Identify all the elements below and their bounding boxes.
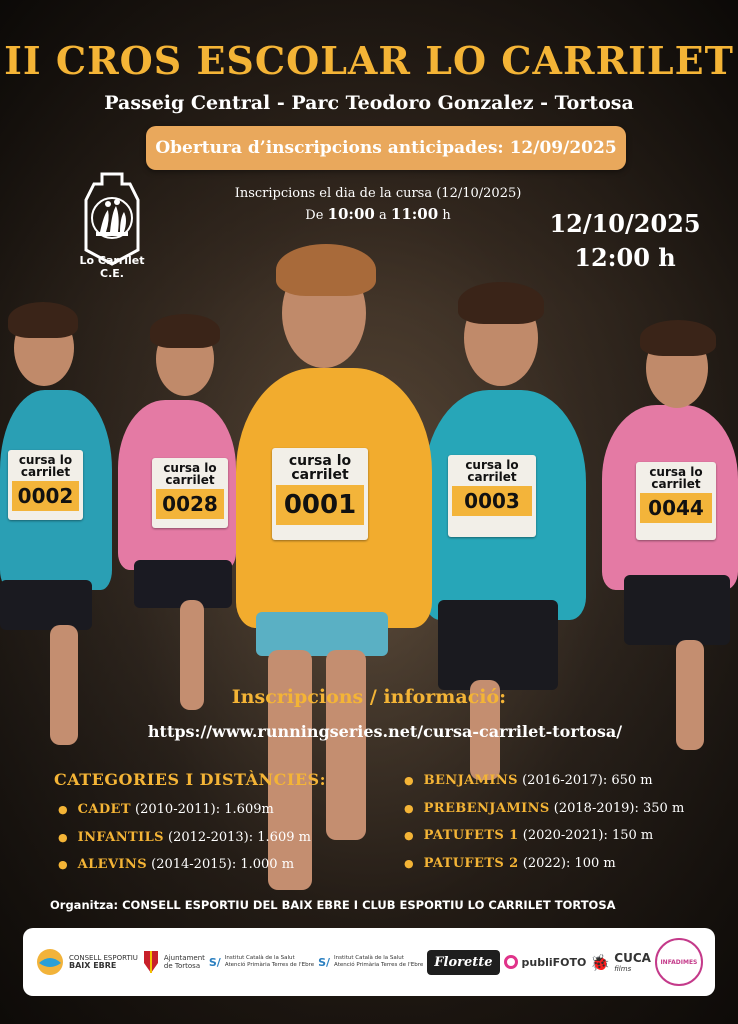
consell-line2: BAIX EBRE [68, 961, 117, 970]
ics-logo-icon: S/ [208, 955, 221, 969]
event-datetime [540, 207, 710, 275]
bullet-icon: ● [58, 803, 68, 816]
category-name: INFANTILS [77, 829, 164, 845]
bib-label: cursa lo carrilet [465, 458, 519, 484]
runner-pink-right-shorts [624, 575, 730, 645]
ics1-line2: Atenció Primària Terres de l'Ebre [224, 962, 315, 968]
bib-number: 0001 [276, 485, 364, 525]
infadimes-logo [655, 938, 703, 986]
sponsors-bar [23, 928, 715, 996]
category-item [58, 796, 311, 824]
bib-label: cursa lo carrilet [18, 453, 73, 479]
category-name: ALEVINS [77, 857, 147, 872]
publifoto-logo: publiFOTO [521, 955, 587, 969]
category-detail: (2012-2013): 1.609 m [168, 829, 311, 845]
to-label: a [378, 208, 387, 223]
categories-list-left [58, 796, 311, 879]
category-item [404, 850, 684, 878]
same-day-registration [200, 183, 556, 226]
club-logo-text [70, 254, 154, 280]
category-detail: (2010-2011): 1.609m [135, 802, 274, 817]
ics2-line1: Institut Català de la Salut [334, 955, 404, 961]
same-day-registration-line: Inscripcions el dia de la cursa (12/10/2025) [234, 186, 522, 201]
bib-0001 [272, 448, 368, 540]
bib-0028 [152, 458, 228, 528]
start-time: 10:00 [327, 205, 375, 223]
club-logo-name: Lo Carrilet [79, 254, 145, 267]
ics-logo-icon: S/ [318, 955, 331, 969]
consell-line1: CONSELL ESPORTIU [68, 954, 138, 962]
camera-icon [504, 955, 518, 969]
category-detail: (2018-2019): 350 m [553, 800, 685, 816]
bib-label: cursa lo carrilet [163, 461, 217, 487]
bib-0003 [448, 455, 536, 537]
end-time: 11:00 [390, 205, 439, 223]
event-location: Passeig Central - Parc Teodoro Gonzalez - Tortosa [104, 92, 634, 114]
category-name: PATUFETS 2 [423, 855, 519, 871]
cuca-line1: CUCA [614, 950, 651, 965]
runner-center-leg-right [326, 650, 366, 840]
ics2-line2: Atenció Primària Terres de l'Ebre [334, 962, 424, 968]
sponsor-consell-esportiu [35, 947, 138, 977]
sponsor-infadimes [655, 938, 703, 986]
runner-teal-right-shorts [438, 600, 558, 690]
sponsor-florette [427, 950, 499, 975]
event-date: 12/10/2025 [549, 209, 701, 238]
sponsor-publifoto [504, 955, 587, 969]
ajuntament-line2: de Tortosa [163, 962, 201, 970]
sponsor-ajuntament [142, 949, 205, 975]
bib-number: 0003 [452, 486, 532, 516]
bug-icon: 🐞 [590, 952, 611, 972]
bib-label: cursa lo carrilet [649, 465, 703, 491]
category-name: PATUFETS 1 [423, 828, 519, 843]
hour-unit: h [442, 208, 451, 223]
club-logo [70, 170, 154, 292]
bib-0044 [636, 462, 716, 540]
category-detail: (2020-2021): 150 m [522, 828, 654, 843]
category-item [58, 824, 311, 852]
same-day-registration-hours [200, 204, 556, 226]
club-logo-suffix: C.E. [100, 267, 124, 280]
categories-heading: CATEGORIES I DISTÀNCIES: [54, 770, 326, 789]
bib-label: cursa lo carrilet [288, 453, 352, 483]
sponsor-ics-1 [209, 955, 314, 969]
category-detail: (2014-2015): 1.000 m [151, 857, 295, 872]
from-label: De [305, 208, 324, 223]
category-item [404, 767, 684, 795]
event-time: 12:00 h [574, 243, 676, 272]
sponsor-ics-2 [318, 955, 423, 969]
bullet-icon: ● [404, 856, 414, 870]
florette-logo: Florette [427, 950, 499, 975]
category-name: BENJAMINS [423, 773, 518, 788]
sponsor-cuca-films [590, 952, 651, 973]
info-heading: Inscripcions / informació: [231, 686, 507, 708]
runner-pink-left-hair [150, 314, 220, 348]
categories-list-right [404, 767, 684, 877]
page-title: II CROS ESCOLAR LO CARRILET [4, 38, 734, 83]
category-detail: (2022): 100 m [522, 855, 616, 871]
organizer-line: Organitza: CONSELL ESPORTIU DEL BAIX EBRE I CLUB ESPORTIU LO CARRILET TORTOSA [50, 898, 616, 912]
infadimes-text: INFADIMES [660, 958, 698, 966]
runner-left-hair [8, 302, 78, 338]
runner-left-shorts [0, 580, 92, 630]
bullet-icon: ● [404, 801, 414, 815]
category-item [58, 851, 311, 879]
category-item [404, 822, 684, 850]
bullet-icon: ● [58, 858, 68, 871]
runner-pink-left-shorts [134, 560, 232, 608]
runner-pink-right-hair [640, 320, 716, 356]
runner-center-hair [276, 244, 376, 296]
runner-teal-right-hair [458, 282, 544, 324]
bullet-icon: ● [58, 830, 68, 844]
ajuntament-line1: Ajuntament [163, 954, 205, 962]
category-detail: (2016-2017): 650 m [522, 773, 653, 788]
ajuntament-shield-icon [142, 949, 160, 975]
bib-number: 0028 [156, 489, 224, 519]
category-name: PREBENJAMINS [423, 800, 550, 816]
consell-logo-icon [35, 947, 65, 977]
bib-number: 0002 [12, 481, 79, 511]
category-item [404, 795, 684, 823]
category-name: CADET [77, 802, 131, 817]
ics1-line1: Institut Català de la Salut [224, 955, 295, 961]
bib-0002 [8, 450, 83, 520]
bib-number: 0044 [640, 493, 712, 523]
bullet-icon: ● [404, 829, 414, 842]
registration-url[interactable]: https://www.runningseries.net/cursa-carrilet-tortosa/ [147, 722, 623, 741]
bullet-icon: ● [404, 774, 414, 787]
cuca-line2: films [614, 964, 632, 973]
early-registration-banner: Obertura d’inscripcions anticipades: 12/09/2025 [146, 126, 626, 170]
